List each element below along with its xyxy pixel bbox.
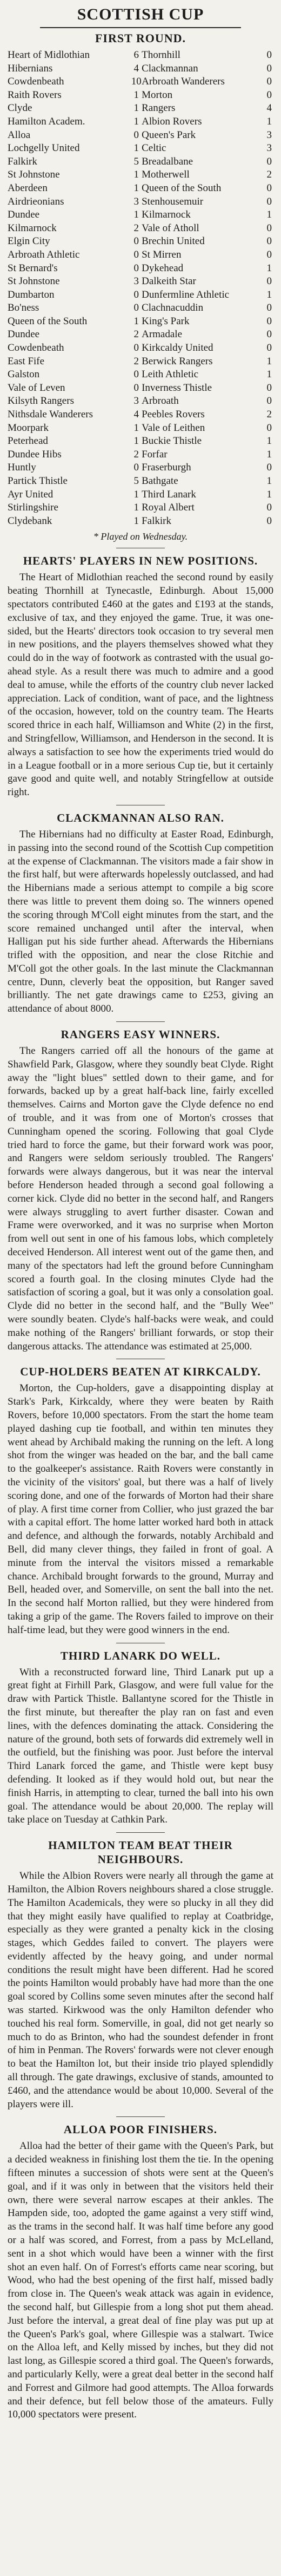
away-team: Berwick Rangers (142, 355, 213, 367)
result-row (8, 382, 273, 395)
home-score: 0 (133, 129, 139, 141)
result-row (8, 155, 273, 169)
result-row (8, 102, 273, 115)
result-row (8, 89, 273, 102)
away-score: 1 (266, 355, 272, 367)
home-score: 0 (133, 382, 139, 394)
away-score: 1 (266, 262, 272, 274)
result-row (8, 129, 273, 142)
away-score: 0 (266, 76, 272, 88)
away-team: Dalkeith Star (142, 276, 196, 287)
result-row (8, 235, 273, 248)
home-team: Kilmarnock (8, 222, 57, 234)
away-score: 2 (266, 169, 272, 181)
away-score: 1 (266, 369, 272, 381)
result-row (8, 488, 273, 502)
home-score: 1 (133, 102, 139, 114)
home-team: Alloa (8, 129, 31, 141)
result-row (8, 422, 273, 435)
report-sections (8, 548, 273, 2422)
home-score: 5 (133, 475, 139, 487)
home-score: 0 (133, 262, 139, 274)
away-score: 0 (266, 462, 272, 474)
section-paragraph: Morton, the Cup-holders, gave a disappointing display at Stark's Park, Kirkcaldy, where they were beaten by Raith Rovers, before 10,000 spectators. From the start the home team played dashing cup tie football, and within ten minutes they went ahead by Archibald making the running on the left. A long shot from the winger was headed on the bar, and the ball came to the goalkeeper's assistance. Raith Rovers were constantly in the vicinity of the visitors' goal, but there was a half of lively scoring done, and one of the forwards of Morton had their share of play. A first time corner from Collier, who just grazed the bar with a capital effort. The home latter worked hard both in attack and defence, and although the forwards, notably Archibald and Bell, did many clever things, they failed in front of goal. A minute from the interval the visitors missed a remarkable chance. Archibald brought forwards to the ground, Murray and Bell, headed over, and Somerville, on sent the ball into the net. In the second half Morton rallied, but they were hindered from taking a grip of the game. The Rovers failed to improve on their half-time lead, but they were good winners in the end. (8, 1382, 273, 1636)
home-score: 0 (133, 342, 139, 354)
away-team: Falkirk (142, 515, 171, 527)
result-row (8, 182, 273, 195)
result-row (8, 501, 273, 515)
home-team: Heart of Midlothian (8, 49, 90, 61)
result-row (8, 142, 273, 155)
home-score: 2 (133, 355, 139, 367)
result-row (8, 289, 273, 302)
away-team: Inverness Thistle (142, 382, 212, 394)
away-score: 0 (266, 422, 272, 434)
result-row (8, 75, 273, 89)
section-title: CUP-HOLDERS BEATEN AT KIRKCALDY. (20, 1365, 261, 1379)
result-row (8, 408, 273, 422)
away-score: 0 (266, 222, 272, 234)
away-team: Stenhousemuir (142, 195, 204, 207)
result-row (8, 368, 273, 382)
result-row (8, 248, 273, 262)
away-team: Royal Albert (142, 502, 195, 514)
away-team: Vale of Atholl (142, 222, 199, 234)
home-team: St Johnstone (8, 169, 60, 181)
away-team: Leith Athletic (142, 369, 199, 381)
home-score: 0 (133, 289, 139, 300)
home-score: 0 (133, 302, 139, 314)
result-row (8, 515, 273, 528)
masthead: SCOTTISH CUP (77, 5, 204, 23)
away-team: Dunfermline Athletic (142, 289, 230, 300)
away-score: 0 (266, 195, 272, 207)
home-team: Moorpark (8, 422, 49, 434)
away-score: 0 (266, 89, 272, 101)
away-score: 0 (266, 395, 272, 407)
home-team: Nithsdale Wanderers (8, 409, 93, 421)
away-team: Arbroath (142, 395, 179, 407)
away-score: 1 (266, 475, 272, 487)
home-team: Vale of Leven (8, 382, 65, 394)
home-score: 1 (133, 209, 139, 221)
section-paragraph: With a reconstructed forward line, Third Lanark put up a great fight at Firhill Park, Glasgow, and were full value for the draw with Partick Thistle. Ballantyne scored for the Thistle in the first minute, but thereafter the play ran on fast and even lines, with the defences dominating the attack. Considering the nature of the ground, both sets of forwards did extremely well in the outfield, but the finishing was poor. Just before the interval Third Lanark forced the game, and Thistle were kept busy defending. It looked as if they would hold out, but near the finish Harris, in attempting to clear, turned the ball into his own goal. The attendance would be about 20,000. The replay will take place on Tuesday at Cathkin Park. (8, 1666, 273, 1826)
home-team: Dundee Hibs (8, 448, 62, 460)
home-team: Cowdenbeath (8, 342, 64, 354)
home-team: Cowdenbeath (8, 76, 64, 88)
home-team: Airdrieonians (8, 195, 64, 207)
section-divider (116, 1021, 165, 1022)
section-title: HEARTS' PLAYERS IN NEW POSITIONS. (23, 554, 258, 568)
away-score: 0 (266, 502, 272, 514)
away-score: 0 (266, 515, 272, 527)
away-score: 4 (266, 102, 272, 114)
result-row (8, 49, 273, 62)
result-row (8, 62, 273, 76)
section-paragraph: The Heart of Midlothian reached the second round by easily beating Thornhill at Tynecastle, Edinburgh. About 15,000 spectators contributed £460 at the gates and £193 at the stands, exclusive of tax, and they enjoyed the game. True, it was one-sided, but the Hearts' directors took occasion to try several men in new positions, and the players themselves showed what they could do in the way of footwork as contrasted with the usual go-ahead style. As a result there was much to admire and a good deal to amuse, while the efforts of the country club never lacked appreciation. Lack of condition, want of pace, and the lightness of the occasion, however, told on the country team. The Hearts scored thrice in each half, Williamson and White (2) in the first, and Stringfellow, Williamson, and Henderson in the second. It is always a satisfaction to see how the experiments tried would do in a League football or in a more serious Cup tie, but it certainly gave good and quite well, and notably Stringfellow at outside right. (8, 572, 273, 798)
home-team: Dundee (8, 329, 40, 340)
away-score: 0 (266, 248, 272, 260)
away-score: 0 (266, 235, 272, 247)
home-score: 10 (131, 76, 142, 88)
away-team: Arbroath Wanderers (142, 76, 225, 88)
away-team: Kirkcaldy United (142, 342, 213, 354)
result-row (8, 195, 273, 209)
home-team: Hibernians (8, 62, 53, 74)
home-team: St Bernard's (8, 262, 58, 274)
away-score: 0 (266, 315, 272, 327)
home-score: 1 (133, 89, 139, 101)
result-row (8, 222, 273, 235)
home-team: Ayr United (8, 488, 53, 500)
away-team: Buckie Thistle (142, 435, 202, 447)
away-team: Morton (142, 89, 173, 101)
away-team: Rangers (142, 102, 176, 114)
away-team: Thornhill (142, 49, 180, 61)
home-team: St Johnstone (8, 276, 60, 287)
section-paragraph: The Hibernians had no difficulty at Easter Road, Edinburgh, in passing into the second round of the Scottish Cup competition at the expense of Clackmannan. The visitors made a fair show in the first half, but were afterwards hopelessly outclassed, and had the Hibernians made a serious attempt to compile a big score there was little to prevent them doing so. The winners opened the scoring through M'Coll eight minutes from the start, and the score remained unchanged until after the interval, when Halligan put his side further ahead. Afterwards the Hibernians trifled with the opposition, and near the close Ritchie and M'Coll got the other goals. In the last minute the Clackmannan centre, Dunn, cleverly beat the opposition, but Ranger saved brilliantly. The net gate drawings came to £253, giving an attendance of about 8000. (8, 828, 273, 1015)
played-note: * Played on Wednesday. (93, 531, 188, 542)
result-row (8, 435, 273, 448)
home-team: Galston (8, 369, 40, 381)
home-score: 1 (133, 488, 139, 500)
home-score: 5 (133, 155, 139, 167)
away-team: Dykehead (142, 262, 184, 274)
home-team: Elgin City (8, 235, 50, 247)
home-score: 3 (133, 395, 139, 407)
result-row (8, 475, 273, 488)
result-row (8, 168, 273, 182)
home-team: East Fife (8, 355, 45, 367)
away-score: 0 (266, 382, 272, 394)
result-row (8, 342, 273, 355)
home-score: 2 (133, 448, 139, 460)
away-team: Celtic (142, 142, 166, 154)
round-title: FIRST ROUND. (95, 31, 186, 45)
away-team: Fraserburgh (142, 462, 191, 474)
section-paragraph: The Rangers carried off all the honours of the game at Shawfield Park, Glasgow, where they soundly beat Clyde. Right away the "light blues" settled down to their game, and for forwards, backed up by a great half-back line, fairly excelled themselves. Cairns and Morton gave the Clyde defence no end of trouble, and it was from one of Morton's crosses that Cunningham opened the scoring. Following that goal Clyde tried hard to force the game, but their forward work was poor, and Rangers were seldom seriously troubled. The Rangers' forwards were always dangerous, but it was near the interval before Henderson headed through a second goal following a corner kick. Clyde did no better in the second half, and Rangers were always struggling to avert further disaster. Cowan and Frame were overworked, and it was no surprise when Morton from well out sent in one of his famous lobs, which completely deceived Henderson. All interest went out of the game then, and many of the spectators had left the ground before Cunningham scored a fourth goal. In the closing minutes Clyde had the satisfaction of scoring a goal, but it was only a consolation goal. Clyde did no better in the second half, and the "Bully Wee" were soundly beaten. Clyde's half-backs were weak, and could make nothing of the Rangers' brilliant forwards, or stop their dangerous attacks. The attendance was estimated at 25,000. (8, 1045, 273, 1352)
away-score: 0 (266, 302, 272, 314)
home-team: Bo'ness (8, 302, 39, 314)
away-team: Bathgate (142, 475, 178, 487)
home-team: Aberdeen (8, 182, 48, 194)
away-score: 1 (266, 448, 272, 460)
away-score: 0 (266, 276, 272, 287)
home-score: 1 (133, 169, 139, 181)
home-team: Huntly (8, 462, 36, 474)
result-row (8, 448, 273, 462)
home-score: 1 (133, 182, 139, 194)
home-team: Clydebank (8, 515, 52, 527)
result-row (8, 301, 273, 315)
home-team: Queen of the South (8, 315, 88, 327)
home-team: Clyde (8, 102, 32, 114)
away-score: 0 (266, 329, 272, 340)
home-score: 1 (133, 315, 139, 327)
away-team: Clachnacuddin (142, 302, 204, 314)
away-team: Albion Rovers (142, 115, 202, 127)
home-score: 6 (133, 49, 139, 61)
home-score: 4 (133, 62, 139, 74)
home-score: 1 (133, 142, 139, 154)
home-team: Falkirk (8, 155, 37, 167)
away-team: Armadale (142, 329, 183, 340)
result-row (8, 115, 273, 129)
away-team: Third Lanark (142, 488, 196, 500)
away-score: 3 (266, 142, 272, 154)
away-score: 0 (266, 155, 272, 167)
away-team: Breadalbane (142, 155, 193, 167)
results-table (8, 49, 273, 528)
away-team: Queen's Park (142, 129, 196, 141)
home-score: 3 (133, 195, 139, 207)
away-score: 1 (266, 435, 272, 447)
away-team: Clackmannan (142, 62, 198, 74)
away-score: 0 (266, 49, 272, 61)
away-team: Kilmarnock (142, 209, 191, 221)
masthead-rule (40, 27, 241, 28)
home-score: 0 (133, 369, 139, 381)
section-paragraph: While the Albion Rovers were nearly all through the game at Hamilton, the Albion Rovers neighbours shared a close struggle. The Hamilton Academicals, they were so plucky in all they did that they might easily have qualified to replay at Coatbridge, especially as they were granted a penalty kick in the closing stages, which Geddes failed to convert. The players were evidently affected by the heavy going, and under normal conditions the result might have been different. Had he scored the points Hamilton would probably have had more than the one goal scored by Collins some seven minutes after the second half was started. Kirkwood was the only Hamilton defender who touched his real form. Somerville, in goal, did not get nearly so much to do as Brinton, who had the soundest defender in front of him in Penman. The Rovers' forwards were not clever enough to beat the Hamilton lot, but their inside trio played splendidly all through. The gate drawings, exclusive of stands, amounted to £460, and the attendance would be about 10,000. Several of the players were ill. (8, 1870, 273, 2110)
home-team: Stirlingshire (8, 502, 58, 514)
home-score: 1 (133, 515, 139, 527)
away-team: Vale of Leithen (142, 422, 205, 434)
home-team: Peterhead (8, 435, 48, 447)
home-team: Lochgelly United (8, 142, 80, 154)
section-title: ALLOA POOR FINISHERS. (63, 2123, 218, 2136)
result-row (8, 355, 273, 369)
away-team: Peebles Rovers (142, 409, 205, 421)
section-divider (116, 2116, 165, 2117)
home-score: 4 (133, 409, 139, 421)
away-team: Brechin United (142, 235, 205, 247)
away-score: 0 (266, 62, 272, 74)
home-team: Dumbarton (8, 289, 55, 300)
home-score: 1 (133, 115, 139, 127)
away-score: 0 (266, 182, 272, 194)
result-row (8, 461, 273, 475)
home-score: 0 (133, 248, 139, 260)
section-divider (116, 1832, 165, 1833)
result-row (8, 262, 273, 276)
section-title: RANGERS EASY WINNERS. (61, 1028, 220, 1041)
away-team: St Mirren (142, 248, 182, 260)
home-team: Kilsyth Rangers (8, 395, 74, 407)
result-row (8, 395, 273, 408)
section-title: HAMILTON TEAM BEAT THEIR NEIGHBOURS. (48, 1839, 233, 1866)
home-team: Hamilton Academ. (8, 115, 85, 127)
section-paragraph: Alloa had the better of their game with the Queen's Park, but a decided weakness in finishing lost them the tie. In the opening fifteen minutes a succession of shots were sent at the Queen's goal, and if it was only in between that the visitors held their own, there were several narrow escapes at their ankles. The Hampden side, too, adopted the game against a very stiff wind, as the trams in the second half. It was half time before any good or a half was scored, and Forrest, from a pass by McLelland, sent in a shot which would have been a winner with the first shot an even half. On of Forrest's efforts came near scoring, but Wood, who had the best opening of the first half, missed badly from close in. The Queen's weak attack was again in evidence, the second half, but Gillespie from a long shot put them ahead. Just before the interval, a great deal of fine play was put up at the Queen's Park's goal, where Gillespie was a stalwart. Twice on the Alloa left, and Kelly missed by inches, but they did not last long, as Gillespie scored a third goal. The Queen's forwards, and particularly Kelly, were a great deal better in the second half and Forrest and Gilmore had good attempts. The Alloa forwards and their defence, but fell below those of the amateurs. Fully 10,000 spectators were present. (8, 2140, 273, 2421)
result-row (8, 315, 273, 329)
away-score: 0 (266, 342, 272, 354)
result-row (8, 208, 273, 222)
home-team: Raith Rovers (8, 89, 62, 101)
section-title: THIRD LANARK DO WELL. (61, 1649, 220, 1662)
away-score: 1 (266, 289, 272, 300)
away-team: Forfar (142, 448, 168, 460)
result-row (8, 275, 273, 289)
away-team: King's Park (142, 315, 190, 327)
home-score: 1 (133, 422, 139, 434)
home-score: 2 (133, 329, 139, 340)
home-score: 1 (133, 502, 139, 514)
section-title: CLACKMANNAN ALSO RAN. (57, 811, 224, 824)
home-score: 2 (133, 222, 139, 234)
result-row (8, 328, 273, 342)
away-score: 2 (266, 409, 272, 421)
home-score: 0 (133, 235, 139, 247)
home-team: Dundee (8, 209, 40, 221)
home-score: 3 (133, 276, 139, 287)
away-score: 1 (266, 209, 272, 221)
away-score: 1 (266, 488, 272, 500)
home-team: Arbroath Athletic (8, 248, 80, 260)
away-team: Motherwell (142, 169, 190, 181)
home-score: 1 (133, 435, 139, 447)
home-score: 0 (133, 462, 139, 474)
away-score: 3 (266, 129, 272, 141)
away-score: 1 (266, 115, 272, 127)
home-team: Partick Thistle (8, 475, 68, 487)
away-team: Queen of the South (142, 182, 222, 194)
